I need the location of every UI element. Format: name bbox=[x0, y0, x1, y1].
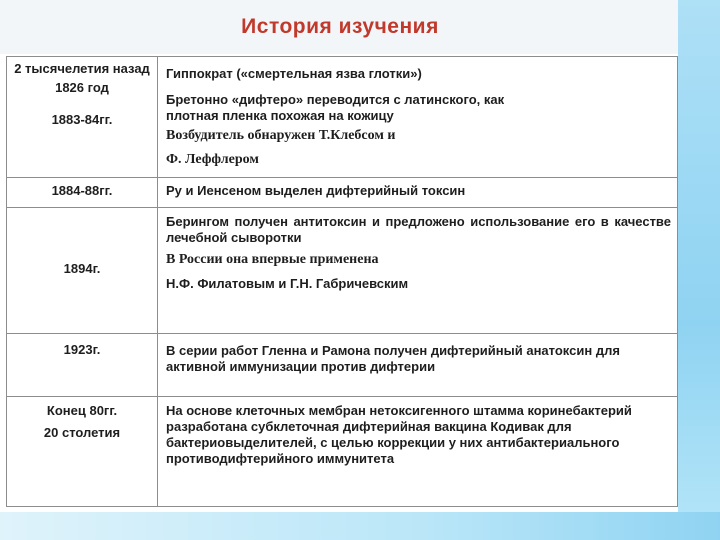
slide-right-decoration bbox=[678, 0, 720, 540]
table-row bbox=[7, 178, 678, 208]
description-cell bbox=[158, 334, 678, 397]
date-cell bbox=[7, 334, 158, 397]
description-text: Возбудитель обнаружен Т.Клебсом и bbox=[166, 128, 396, 143]
description-cell bbox=[158, 178, 678, 208]
date-text: Конец 80гг. bbox=[46, 403, 118, 418]
date-text: 20 столетия bbox=[43, 425, 121, 440]
description-text: Н.Ф. Филатовым и Г.Н. Габричевским bbox=[166, 276, 409, 291]
description-cell bbox=[158, 397, 678, 507]
slide-title: История изучения bbox=[241, 15, 439, 38]
date-text: 2 тысячелетия назад bbox=[14, 61, 150, 76]
date-text: 1883-84гг. bbox=[51, 112, 113, 127]
slide-bottom-decoration bbox=[0, 512, 720, 540]
description-text: Бретонно «дифтеро» переводится с латинского, как плотная пленка похожая на кожицу bbox=[166, 92, 505, 123]
history-table bbox=[6, 56, 678, 507]
table-row bbox=[7, 334, 678, 397]
date-text: 1923г. bbox=[63, 342, 101, 357]
table-row bbox=[7, 397, 678, 507]
description-text: В России она впервые применена bbox=[166, 252, 379, 267]
description-text: Ру и Иенсеном выделен дифтерийный токсин bbox=[166, 183, 466, 198]
table-row bbox=[7, 57, 678, 178]
description-text: Гиппократ («смертельная язва глотки») bbox=[166, 66, 422, 81]
description-text: В серии работ Гленна и Рамона получен дифтерийный анатоксин для активной иммунизации против дифтерии bbox=[166, 343, 620, 374]
table-row bbox=[7, 208, 678, 334]
description-cell bbox=[158, 208, 678, 334]
description-text: Ф. Леффлером bbox=[166, 152, 259, 167]
date-text: 1884-88гг. bbox=[51, 183, 113, 198]
date-cell bbox=[7, 208, 158, 334]
date-cell bbox=[7, 178, 158, 208]
date-cell bbox=[7, 397, 158, 507]
description-text: На основе клеточных мембран нетоксигенного штамма коринебактерий разработана субклеточная дифтерийная вакцина Кодивак для бактериовыделителей, с целью коррекции у них антибактериального противодифтерийного иммунитета bbox=[166, 403, 632, 466]
date-text: 1826 год bbox=[55, 80, 109, 95]
description-text: Берингом получен антитоксин и предложено использование его в качестве лечебной сыворотки bbox=[166, 214, 671, 245]
date-cell bbox=[7, 57, 158, 178]
date-text: 1894г. bbox=[63, 260, 101, 276]
description-cell bbox=[158, 57, 678, 178]
